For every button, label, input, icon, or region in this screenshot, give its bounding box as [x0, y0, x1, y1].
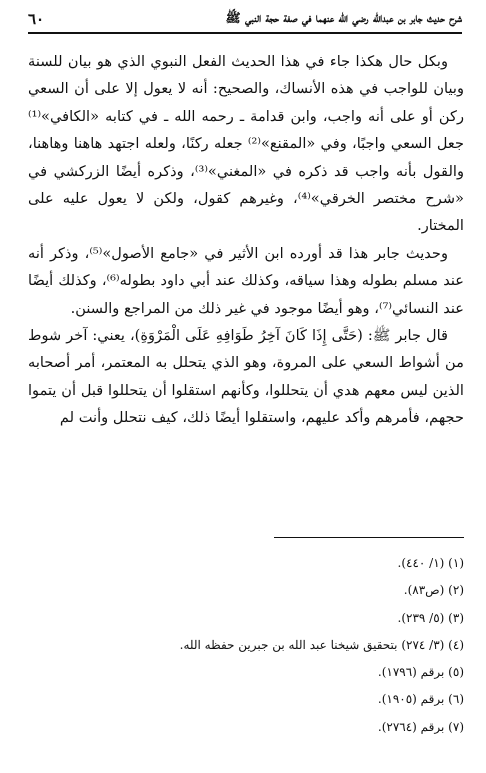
footnote: (٥) برقم (١٧٩٦).	[377, 665, 464, 680]
footnote: (٢) (ص٨٣).	[403, 583, 464, 598]
footnote: (٧) برقم (٢٧٦٤).	[377, 719, 464, 734]
paragraph: وبكل حال هكذا جاء في هذا الحديث الفعل النبوي الذي هو بيان للسنة وبيان للواجب في هذه الأنساك، والصحيح: أنه لا يعول إلا على أن السعي ركن أو على أنه واجب، وابن قدامة ـ رحمه الله ـ في كتابه «الكافي»⁽¹⁾ جعل السعي واجبًا، وفي «المقنع»⁽²⁾ جعله ركنًا، ولعله اجتهد هاهنا وهاهنا، والقول بأنه واجب قد ذكره في «المغني»⁽³⁾، وذكره أيضًا الزركشي في «شرح مختصر الخرقي»⁽⁴⁾، وغيرهم كقول، ولكن لا يعول عليه على المختار.	[28, 53, 464, 235]
footnote: (٦) برقم (١٩٠٥).	[377, 692, 464, 707]
running-header	[28, 6, 462, 34]
paragraph: قال جابر ﷺ: (حَتَّى إِذَا كَانَ آخِرُ طَوَافِهِ عَلَى الْمَرْوَةِ)، يعني: آخر شوط من أشواط السعي على المروة، وهو الذي يتحلل به المعتمر، أمر أصحابه الذين ليس معهم هدي أن يتحللوا، وكأنهم استقلوا أن يتحللوا قبل أن يتموا حجهم، فأمرهم وأكد عليهم، واستقلوا أيضًا ذلك، كيف نتحلل وأنت لم	[28, 327, 464, 427]
footnotes	[28, 550, 464, 741]
footnote: (٤) (٣/ ٢٧٤) بتحقيق شيخنا عبد الله بن جبرين حفظه الله.	[179, 637, 464, 652]
footnote: (٣) (٥/ ٢٣٩).	[397, 610, 464, 625]
footnote-separator	[274, 537, 464, 538]
page-number: ٦٠	[28, 10, 45, 28]
footnote: (١) (١/ ٤٤٠).	[397, 556, 464, 570]
running-title: شرح حديث جابر بن عبدالله رضي الله عنهما في صفة حجة النبي ﷺ	[225, 9, 462, 25]
paragraph: وحديث جابر هذا قد أورده ابن الأثير في «جامع الأصول»⁽⁵⁾، وذكر أنه عند مسلم بطوله وهذا سياقه، وكذلك عند أبي داود بطوله⁽⁶⁾، وكذلك أيضًا عند النسائي⁽⁷⁾، وهو أيضًا موجود في غير ذلك من المراجع والسنن.	[28, 244, 464, 317]
body-text	[28, 48, 464, 432]
